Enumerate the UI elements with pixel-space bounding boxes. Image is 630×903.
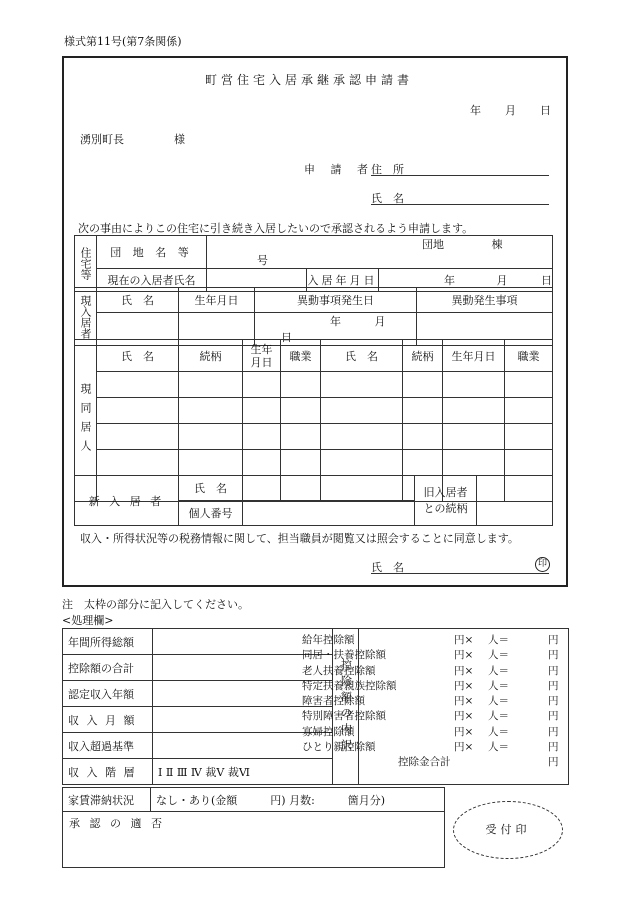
cr-birth-header: 生年月日 bbox=[179, 288, 255, 313]
relation-field[interactable] bbox=[477, 476, 553, 526]
co-cell[interactable] bbox=[403, 398, 443, 424]
co-cell[interactable] bbox=[321, 398, 403, 424]
proc-label-1: 控除額の合計 bbox=[63, 655, 153, 681]
co-header-relation-2: 続柄 bbox=[403, 340, 443, 372]
applicant-address-field[interactable] bbox=[371, 161, 549, 176]
unit-people: 人＝ bbox=[488, 695, 509, 708]
date-year: 年 bbox=[470, 104, 481, 117]
unit-yen-end: 円 bbox=[548, 725, 559, 738]
co-cell[interactable] bbox=[505, 450, 553, 476]
unit-yen-end: 円 bbox=[548, 649, 559, 662]
co-cell[interactable] bbox=[243, 398, 281, 424]
deduction-label: ひとり親控除額 bbox=[302, 741, 376, 754]
unit-people: 人＝ bbox=[488, 664, 509, 677]
cr-name-header: 氏 名 bbox=[97, 288, 179, 313]
housing-table bbox=[74, 235, 553, 292]
applicant-label: 申 請 者 bbox=[304, 163, 374, 176]
co-cell[interactable] bbox=[443, 424, 505, 450]
deduction-side-label: 控除額の内訳 bbox=[333, 629, 359, 785]
co-header-job-1: 職業 bbox=[281, 340, 321, 372]
co-cell[interactable] bbox=[505, 372, 553, 398]
date-month: 月 bbox=[505, 104, 516, 117]
my-number-field[interactable] bbox=[243, 501, 415, 526]
cr-month: 月 bbox=[374, 315, 386, 328]
unit-people: 人＝ bbox=[488, 741, 509, 754]
unit-yen-end: 円 bbox=[548, 634, 559, 646]
co-cell[interactable] bbox=[443, 450, 505, 476]
processing-label: <処理欄> bbox=[62, 614, 114, 627]
unit-yen: 円× bbox=[454, 679, 474, 692]
unit-yen-end: 円 bbox=[548, 679, 559, 692]
deduction-label: 老人扶養控除額 bbox=[302, 664, 376, 677]
deduction-list bbox=[302, 633, 562, 771]
consent-name-field[interactable] bbox=[371, 559, 549, 574]
co-cell[interactable] bbox=[97, 450, 179, 476]
cr-change-date-header: 異動事項発生日 bbox=[255, 288, 417, 313]
danchi-field[interactable] bbox=[207, 236, 553, 269]
deduction-row bbox=[302, 740, 562, 755]
addressee: 湧別町長 bbox=[80, 133, 124, 146]
building-unit: 棟 bbox=[491, 238, 503, 251]
current-resident-label: 現在の入居者氏名 bbox=[97, 269, 207, 292]
co-cell[interactable] bbox=[505, 398, 553, 424]
unit-people: 人＝ bbox=[488, 725, 509, 738]
arrears-label: 家賃滞納状況 bbox=[63, 788, 151, 812]
unit-yen: 円× bbox=[454, 741, 474, 754]
co-cell[interactable] bbox=[321, 372, 403, 398]
co-header-name-2: 氏 名 bbox=[321, 340, 403, 372]
co-cell[interactable] bbox=[443, 372, 505, 398]
relation-label: 旧入居者との続柄 bbox=[415, 476, 477, 526]
cr-year: 年 bbox=[330, 315, 341, 328]
deduction-label: 特定扶養親族控除額 bbox=[302, 679, 397, 692]
co-cell[interactable] bbox=[505, 424, 553, 450]
name-label: 氏 名 bbox=[371, 192, 404, 205]
new-resident-label: 新 入 居 者 bbox=[75, 476, 179, 526]
danchi-label: 団 地 名 等 bbox=[97, 236, 207, 269]
co-cell[interactable] bbox=[179, 450, 243, 476]
reception-stamp-text: 受付印 bbox=[485, 823, 531, 836]
approval-label: 承 認 の 適 否 bbox=[69, 817, 165, 830]
co-cell[interactable] bbox=[243, 450, 281, 476]
current-resident-side-label: 現入居者 bbox=[75, 288, 97, 346]
co-cell[interactable] bbox=[243, 372, 281, 398]
date-day: 日 bbox=[540, 104, 551, 117]
unit-people: 人＝ bbox=[488, 679, 509, 692]
deduction-label: 障害者控除額 bbox=[302, 695, 365, 708]
co-header-name-1: 氏 名 bbox=[97, 340, 179, 372]
co-cell[interactable] bbox=[179, 372, 243, 398]
cr-day: 日 bbox=[281, 331, 292, 344]
proc-label-3: 収 入 月 額 bbox=[63, 707, 153, 733]
deduction-label: 同居・扶養控除額 bbox=[302, 649, 386, 662]
co-cell[interactable] bbox=[403, 424, 443, 450]
co-cell[interactable] bbox=[321, 424, 403, 450]
unit-yen: 円× bbox=[454, 710, 474, 723]
deduction-row bbox=[302, 709, 562, 724]
cr-change-item-header: 異動発生事項 bbox=[417, 288, 553, 313]
co-cell[interactable] bbox=[97, 398, 179, 424]
unit-yen-end: 円 bbox=[548, 695, 559, 708]
co-cell[interactable] bbox=[179, 424, 243, 450]
co-cell[interactable] bbox=[281, 398, 321, 424]
deduction-row bbox=[302, 679, 562, 694]
unit-people: 人＝ bbox=[488, 649, 509, 662]
co-cell[interactable] bbox=[179, 398, 243, 424]
unit-yen-end: 円 bbox=[548, 710, 559, 723]
co-cell[interactable] bbox=[281, 450, 321, 476]
unit-people: 人＝ bbox=[488, 634, 509, 646]
deduction-total-row bbox=[302, 755, 562, 770]
seal-text: 印 bbox=[537, 559, 547, 569]
new-resident-name-field[interactable] bbox=[243, 476, 415, 501]
proc-label-0: 年間所得総額 bbox=[63, 629, 153, 655]
co-header-birth-1: 生年月日 bbox=[243, 340, 281, 372]
deduction-label: 特別障害者控除額 bbox=[302, 710, 386, 723]
co-header-birth-2: 生年月日 bbox=[443, 340, 505, 372]
income-class-values[interactable]: Ⅰ Ⅱ Ⅲ Ⅳ 裁Ⅴ 裁Ⅵ bbox=[153, 759, 333, 785]
new-resident-name-label: 氏 名 bbox=[179, 476, 243, 501]
co-cell[interactable] bbox=[443, 398, 505, 424]
deduction-row bbox=[302, 694, 562, 709]
co-cell[interactable] bbox=[243, 424, 281, 450]
applicant-name-field[interactable] bbox=[371, 190, 549, 205]
deduction-row bbox=[302, 633, 562, 648]
approval-cell[interactable] bbox=[63, 812, 445, 868]
unit-yen-end: 円 bbox=[548, 664, 559, 677]
arrears-field[interactable]: なし・あり(金額 円) 月数: 箇月分) bbox=[151, 788, 445, 812]
unit-yen: 円× bbox=[454, 649, 474, 662]
deduction-row bbox=[302, 648, 562, 663]
danchi-unit: 団地 bbox=[422, 238, 444, 251]
co-header-relation-1: 続柄 bbox=[179, 340, 243, 372]
unit-yen: 円× bbox=[454, 634, 474, 646]
deduction-label: 給年控除額 bbox=[302, 634, 355, 646]
deduction-row bbox=[302, 664, 562, 679]
consent-text: 収入・所得状況等の税務情報に関して、担当職員が閲覧又は照会することに同意します。 bbox=[80, 532, 519, 545]
reception-stamp bbox=[453, 801, 563, 859]
unit-people: 人＝ bbox=[488, 710, 509, 723]
move-in-day: 日 bbox=[541, 274, 552, 287]
deduction-total-label: 控除金合計 bbox=[398, 756, 451, 769]
honorific: 様 bbox=[174, 133, 185, 146]
form-title: 町営住宅入居承継承認申請書 bbox=[205, 73, 414, 87]
housing-side-label: 住宅等 bbox=[75, 236, 97, 292]
unit-yen: 円× bbox=[454, 725, 474, 738]
move-in-label: 入居年月日 bbox=[307, 269, 379, 292]
co-cell[interactable] bbox=[97, 424, 179, 450]
unit-yen: 円× bbox=[454, 664, 474, 677]
co-cell[interactable] bbox=[321, 450, 403, 476]
unit-yen: 円× bbox=[454, 695, 474, 708]
proc-label-2: 認定収入年額 bbox=[63, 681, 153, 707]
co-cell[interactable] bbox=[403, 450, 443, 476]
deduction-total-unit: 円 bbox=[548, 756, 559, 769]
co-header-job-2: 職業 bbox=[505, 340, 553, 372]
co-cell[interactable] bbox=[281, 372, 321, 398]
room-unit: 号 bbox=[257, 254, 268, 267]
new-resident-table bbox=[74, 475, 553, 526]
co-cell[interactable] bbox=[281, 424, 321, 450]
deduction-row bbox=[302, 725, 562, 740]
address-label: 住 所 bbox=[371, 163, 404, 176]
proc-label-5: 収 入 階 層 bbox=[63, 759, 153, 785]
deduction-label: 寡婦控除額 bbox=[302, 725, 355, 738]
co-cell[interactable] bbox=[97, 372, 179, 398]
co-cell[interactable] bbox=[403, 372, 443, 398]
seal-icon bbox=[535, 557, 550, 572]
consent-name-label: 氏 名 bbox=[371, 561, 404, 574]
statement-text: 次の事由によりこの住宅に引き続き入居したいので承認されるよう申請します。 bbox=[78, 222, 474, 235]
move-in-year: 年 bbox=[444, 274, 455, 287]
note-text: 注 太枠の部分に記入してください。 bbox=[62, 598, 249, 611]
form-number: 様式第11号(第7条関係) bbox=[64, 35, 182, 48]
current-resident-table bbox=[74, 287, 553, 346]
my-number-label: 個人番号 bbox=[179, 501, 243, 526]
move-in-month: 月 bbox=[496, 274, 508, 287]
cohabitants-side-label: 現同居人 bbox=[75, 340, 97, 502]
arrears-table bbox=[62, 787, 445, 868]
unit-yen-end: 円 bbox=[548, 741, 559, 754]
proc-label-4: 収入超過基準 bbox=[63, 733, 153, 759]
